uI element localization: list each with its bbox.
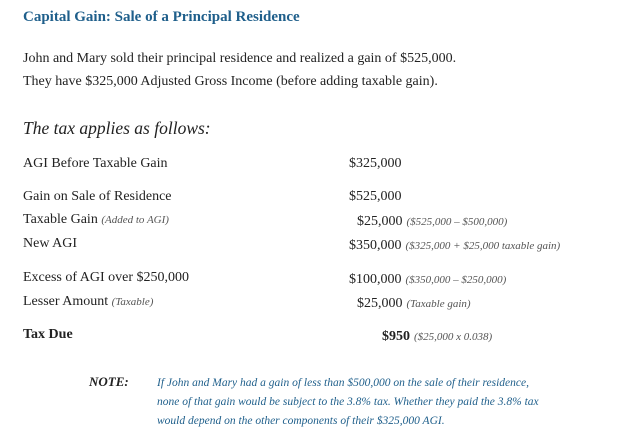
lesser-amount-value-cell — [357, 294, 471, 312]
tax-due-note: ($25,000 x 0.038) — [414, 331, 493, 343]
taxable-gain-value: $25,000 — [357, 214, 403, 229]
new-agi-label: New AGI — [23, 236, 78, 251]
taxable-gain-row-label — [23, 212, 169, 228]
taxable-gain-value-cell — [357, 212, 507, 230]
note-line-2: none of that gain would be subject to the 3.8% tax. Whether they paid the 3.8% tax — [157, 396, 539, 408]
lesser-amount-value: $25,000 — [357, 296, 403, 311]
lesser-amount-note: (Taxable gain) — [406, 298, 471, 310]
excess-agi-value: $100,000 — [349, 272, 402, 287]
new-agi-value: $350,000 — [349, 238, 402, 253]
excess-agi-note: ($350,000 – $250,000) — [405, 274, 507, 286]
intro-line-1: John and Mary sold their principal residence and realized a gain of $525,000. — [23, 51, 457, 66]
section-subheading: The tax applies as follows: — [23, 118, 211, 138]
page-title: Capital Gain: Sale of a Principal Residence — [23, 9, 300, 25]
new-agi-value-cell — [349, 236, 560, 254]
tax-due-value: $950 — [382, 329, 410, 344]
gain-on-sale-value: $525,000 — [349, 189, 402, 204]
note-label: NOTE: — [89, 374, 129, 389]
lesser-amount-label-note: (Taxable) — [111, 296, 154, 308]
excess-agi-label: Excess of AGI over $250,000 — [23, 270, 190, 285]
lesser-amount-row-label — [23, 294, 153, 310]
lesser-amount-label: Lesser Amount — [23, 294, 109, 309]
taxable-gain-label-note: (Added to AGI) — [101, 214, 169, 226]
tax-due-value-cell — [382, 327, 492, 345]
tax-due-label: Tax Due — [23, 327, 73, 342]
gain-on-sale-label: Gain on Sale of Residence — [23, 189, 172, 204]
note-line-3: would depend on the other components of their $325,000 AGI. — [157, 415, 445, 427]
new-agi-note: ($325,000 + $25,000 taxable gain) — [405, 240, 561, 252]
taxable-gain-note: ($525,000 – $500,000) — [406, 216, 508, 228]
intro-line-2: They have $325,000 Adjusted Gross Income (before adding taxable gain). — [23, 74, 438, 89]
taxable-gain-label: Taxable Gain — [23, 212, 98, 227]
agi-before-label: AGI Before Taxable Gain — [23, 156, 168, 171]
agi-before-value: $325,000 — [349, 156, 402, 171]
excess-agi-value-cell — [349, 270, 506, 288]
note-line-1: If John and Mary had a gain of less than $500,000 on the sale of their residence, — [157, 377, 529, 389]
